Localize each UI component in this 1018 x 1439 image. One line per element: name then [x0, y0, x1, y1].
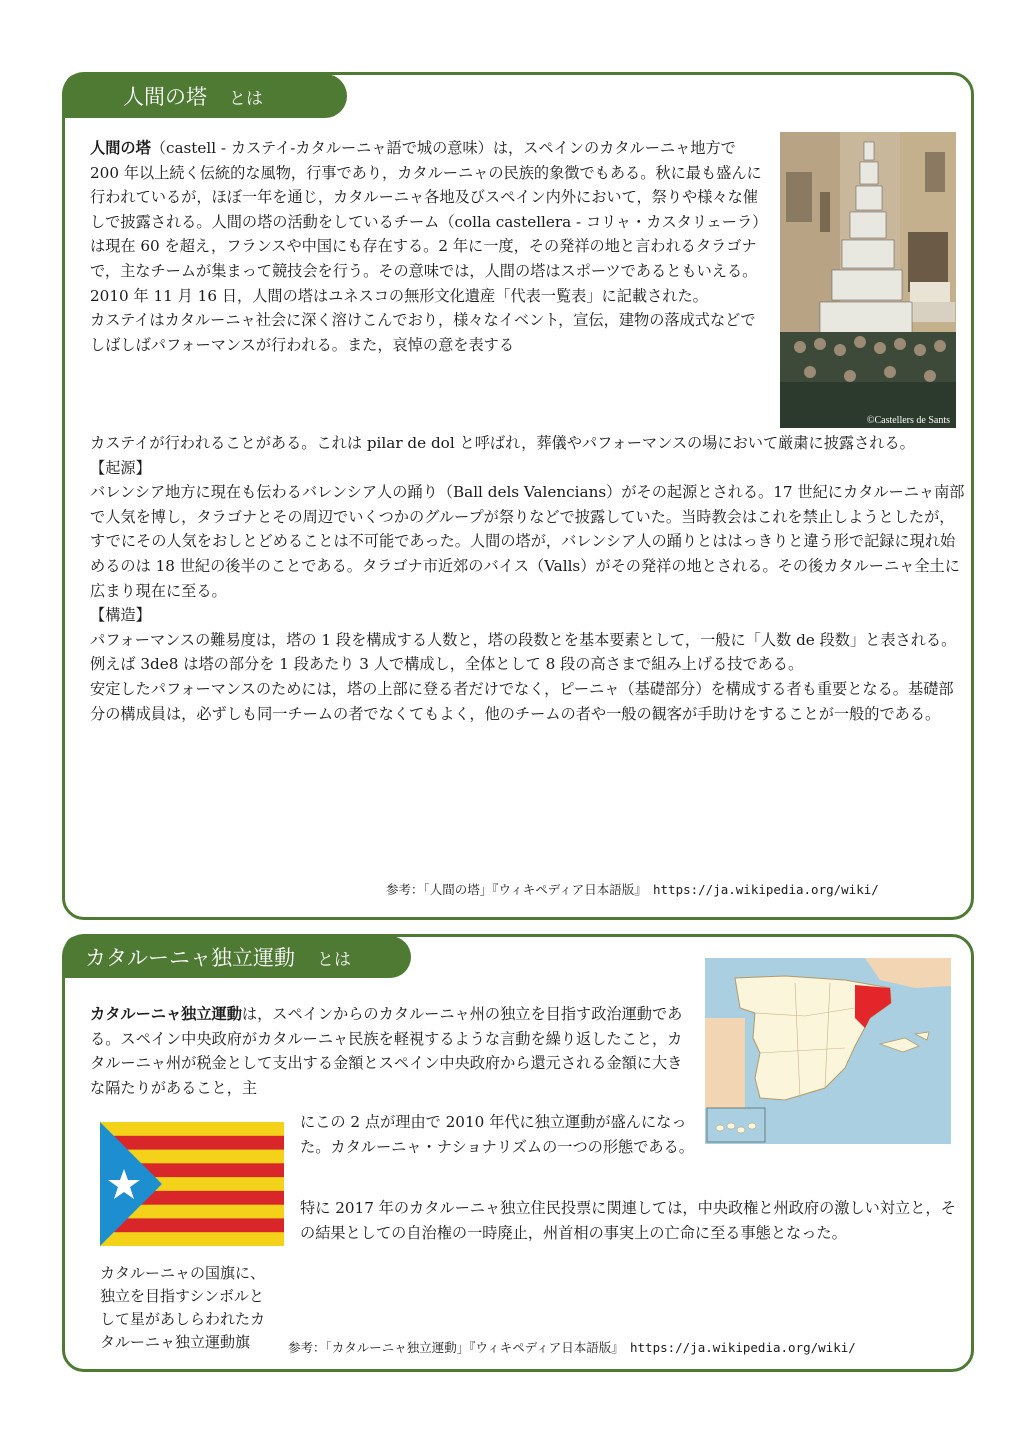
human-tower-body-wide — [90, 431, 968, 726]
spain-map — [705, 958, 951, 1144]
estelada-flag-image — [100, 1122, 284, 1246]
human-tower-intro: 人間の塔（castell - カステイ-カタルーニャ語で城の意味）は，スペインのカタルーニャ地方で 200 年以上続く伝統的な風物，行事であり，カタルーニャの民族的象徴でもある。秋に最も盛んに行われているが，ほぼ一年を通じ，カタルーニャ各地及びスペイン内外において，祭りや様々な催しで披露される。人間の塔の活動をしているチーム（colla castellera - コリャ・カスタリェーラ）は現在 60 を超え，フランスや中国にも存在する。2 年に一度，その発祥の地と言われるタラゴナで，主なチームが集まって競技会を行う。その意味では，人間の塔はスポーツであるともいえる。2010 年 11 月 16 日，人間の塔はユネスコの無形文化遺産「代表一覧表」に記載された。 — [90, 139, 762, 305]
photo-credit: ©Castellers de Sants — [866, 415, 950, 426]
catalonia-para2: 特に 2017 年のカタルーニャ独立住民投票に関連しては，中央政権と州政府の激しい対立と，その結果としての自治権の一時廃止，州首相の事実上の亡命に至る事態となった。 — [300, 1199, 956, 1242]
human-tower-photo — [780, 132, 956, 428]
human-tower-image — [780, 132, 956, 428]
heading-structure: 【構造】 — [90, 606, 151, 625]
heading-origin: 【起源】 — [90, 458, 151, 477]
reference-human-tower: 参考：「人間の塔」『ウィキペディア日本語版』 https://ja.wikipedia.org/wiki/ — [386, 882, 879, 897]
section-title: カタルーニャ独立運動 — [85, 946, 295, 970]
human-tower-para2b: カステイが行われることがある。これは pilar de dol と呼ばれ，葬儀やパフォーマンスの場において厳粛に披露される。 — [90, 434, 915, 452]
reference-catalonia: 参考：「カタルーニャ独立運動」『ウィキペディア日本語版』 https://ja.wikipedia.org/wiki/ — [288, 1340, 856, 1355]
spain-map-image — [705, 958, 951, 1144]
human-tower-para2a: カステイはカタルーニャ社会に深く溶けこんでおり，様々なイベント，宣伝，建物の落成式などでしばしばパフォーマンスが行われる。また，哀悼の意を表する — [90, 311, 756, 354]
origin-text: バレンシア地方に現在も伝わるバレンシア人の踊り（Ball dels Valencians）がその起源とされる。17 世紀にカタルーニャ南部で人気を博し，タラゴナとその周辺でいくつかのグループが祭りなどで披露していた。当時教会はこれを禁止しようとしたが，すでにその人気をおしとどめることは不可能であった。人間の塔が，バレンシア人の踊りとははっきりと違う形で記録に現れ始めるのは 18 世紀の後半のことである。タラゴナ市近郊のバイス（Valls）がその発祥の地とされる。その後カタルーニャ全土に広まり現在に至る。 — [90, 483, 965, 600]
term-bold: カタルーニャ独立運動 — [90, 1005, 242, 1023]
section-title-suffix: とは — [229, 88, 263, 109]
section-tab-catalonia — [65, 936, 411, 978]
estelada-flag — [100, 1122, 284, 1246]
section-title-suffix: とは — [317, 949, 351, 970]
catalonia-intro-cont: にこの 2 点が理由で 2010 年代に独立運動が盛んになった。カタルーニャ・ナショナリズムの一つの形態である。 — [300, 1113, 694, 1156]
catalonia-intro: カタルーニャ独立運動は，スペインからのカタルーニャ州の独立を目指す政治運動である。スペイン中央政府がカタルーニャ民族を軽視するような言動を繰り返したこと，カタルーニャ州が税金として支出する金額とスペイン中央政府から還元される金額に大きな隔たりがあること，主 — [90, 1005, 683, 1097]
flag-caption: カタルーニャの国旗に、独立を目指すシンボルとして星があしらわれたカタルーニャ独立運動旗 — [100, 1264, 266, 1351]
structure-text-2: 安定したパフォーマンスのためには，塔の上部に登る者だけでなく，ピーニャ（基礎部分）を構成する者も重要となる。基礎部分の構成員は，必ずしも同一チームの者でなくてもよく，他のチームの者や一般の観客が手助けをすることが一般的である。 — [90, 679, 954, 723]
section-title: 人間の塔 — [123, 85, 207, 109]
section-tab-human-tower — [65, 74, 347, 118]
catalonia-body-cont — [300, 1110, 694, 1159]
catalonia-body-bottom — [300, 1196, 968, 1245]
catalonia-body-top — [90, 1002, 694, 1100]
term-bold: 人間の塔 — [90, 139, 151, 157]
human-tower-body-narrow — [90, 136, 766, 357]
structure-text-1: パフォーマンスの難易度は，塔の 1 段を構成する人数と，塔の段数とを基本要素として，一般に「人数 de 段数」と表される。例えば 3de8 は塔の部分を 1 段あたり 3 人で構成し，全体として 8 段の高さまで組み上げる技である。 — [90, 630, 957, 674]
